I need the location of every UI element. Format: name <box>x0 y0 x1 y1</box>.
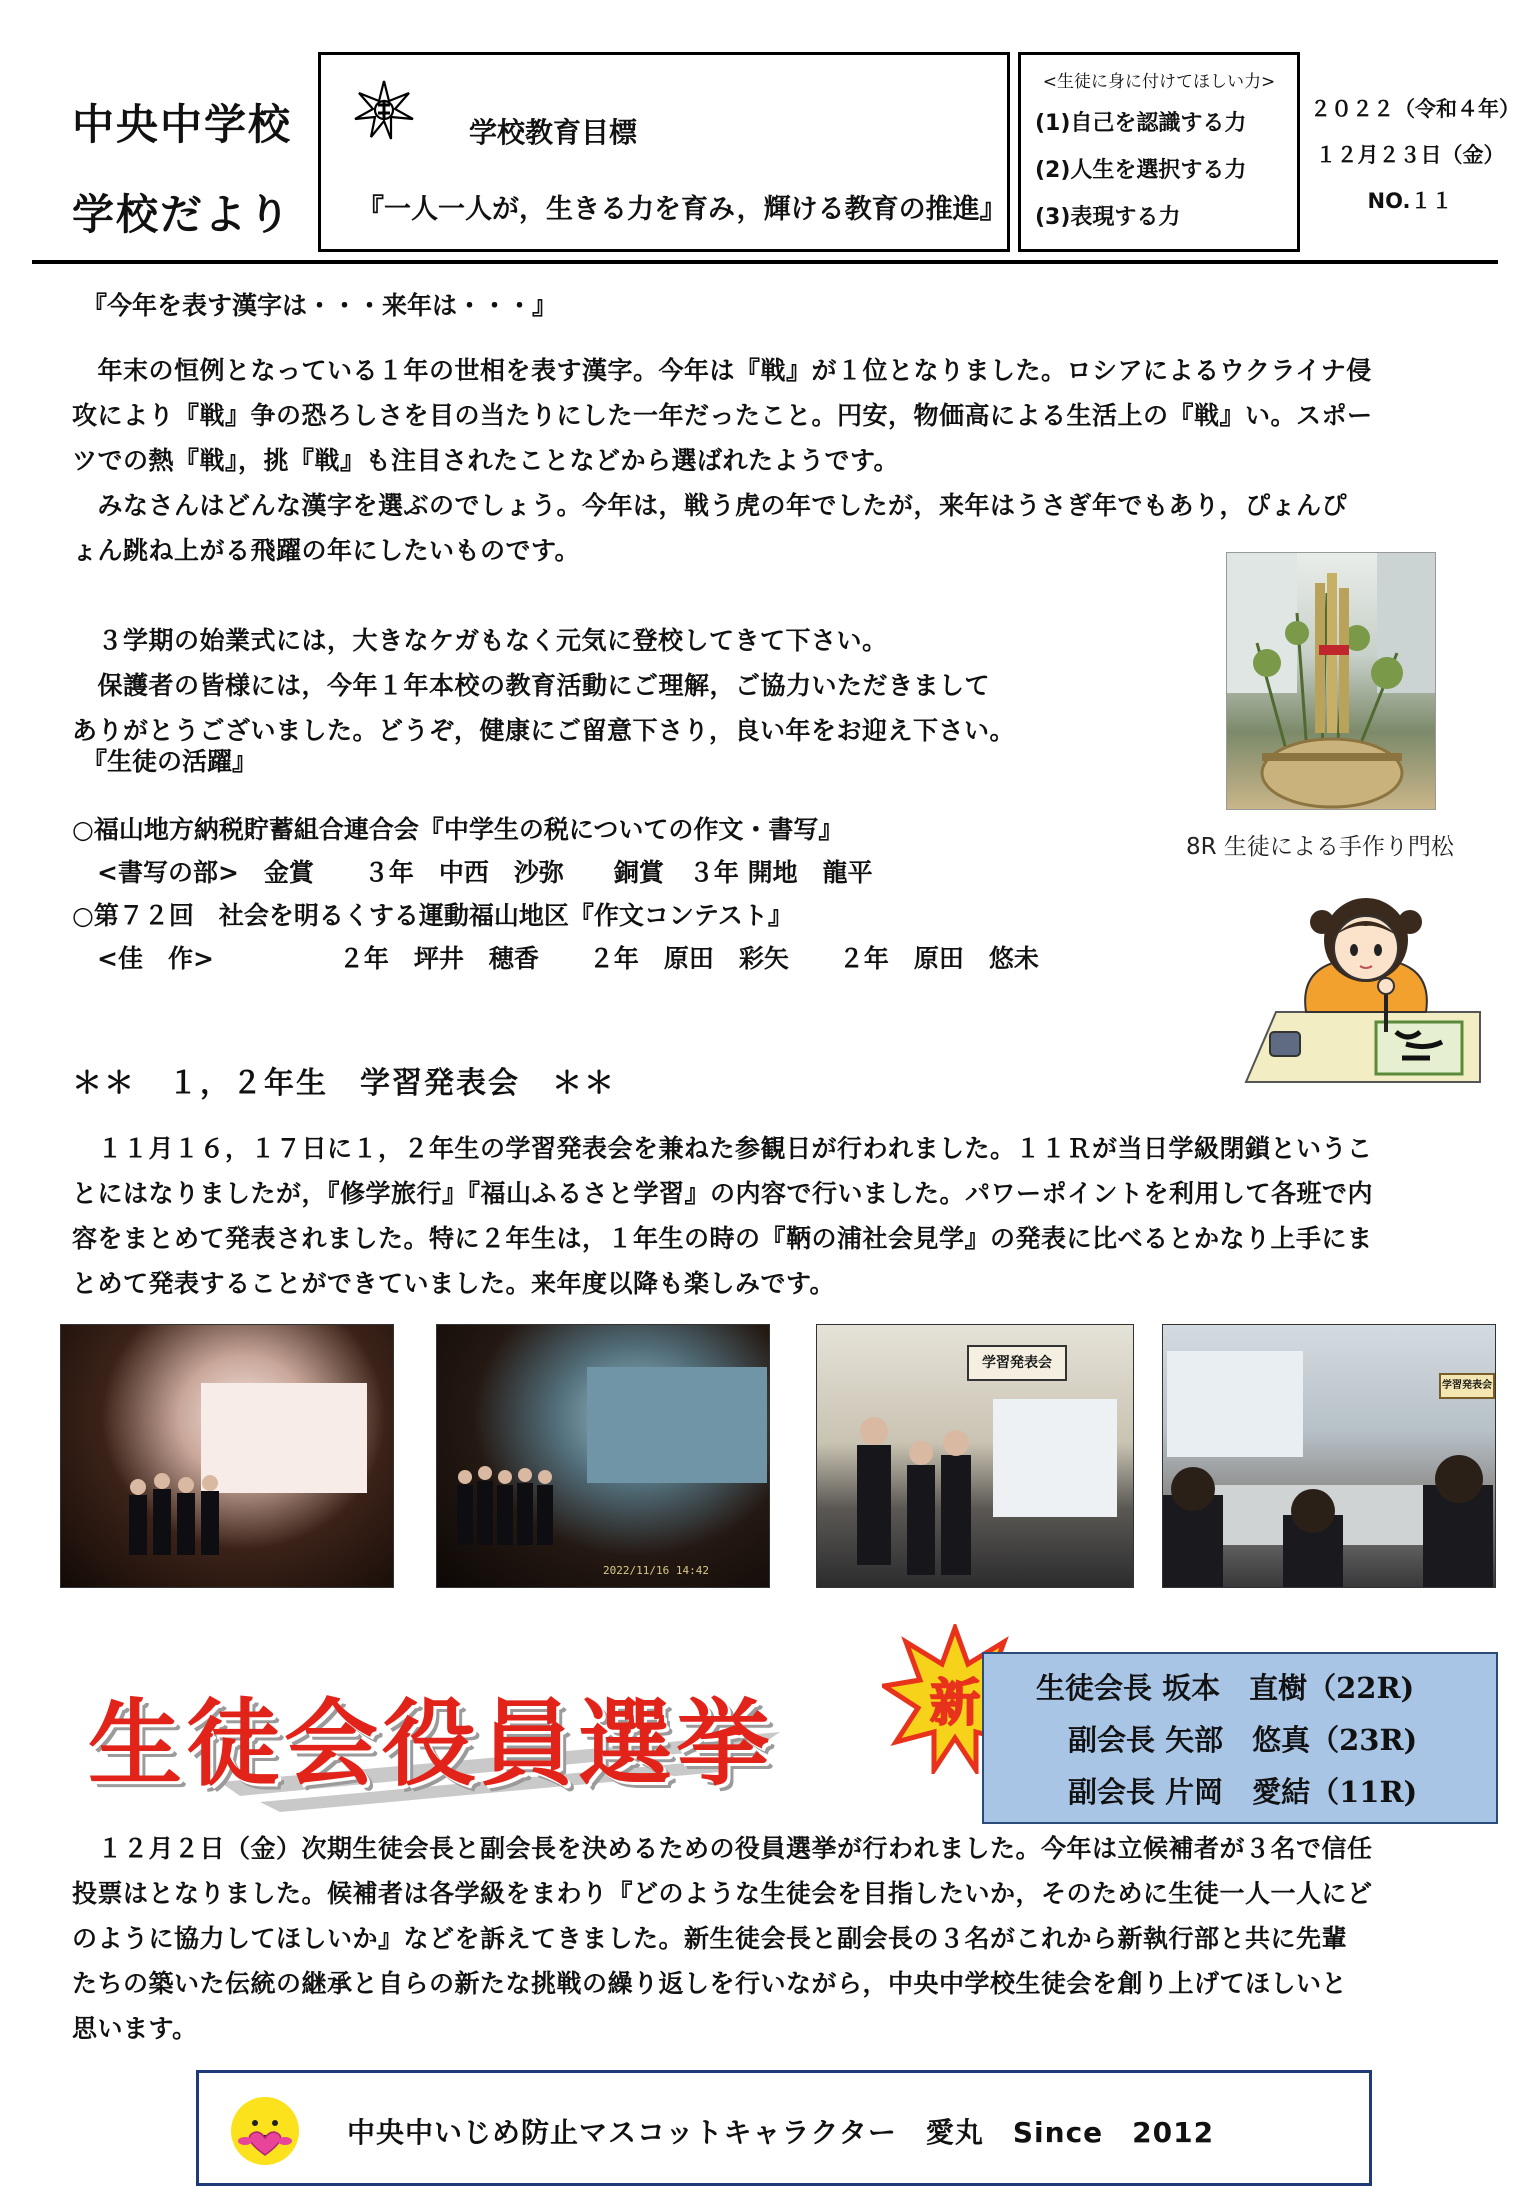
skills-heading: <生徒に身に付けてほしい力> <box>1042 72 1276 92</box>
election-title: 生徒会役員選挙 <box>88 1689 775 1799</box>
text-line: １１月１６，１７日に１，２年生の学習発表会を兼ねた参観日が行われました。１１Ｒが当日学級閉鎖というこ <box>72 1134 1373 1163</box>
award-line: <書写の部> 金賞 ３年 中西 沙弥 銅賞 ３年 開地 龍平 <box>72 858 873 887</box>
goal-text: 『一人一人が，生きる力を育み，輝ける教育の推進』 <box>357 194 1007 225</box>
text-line: 年末の恒例となっている１年の世相を表す漢字。今年は『戦』が１位となりました。ロシアによるウクライナ侵 <box>72 356 1372 385</box>
officer-president: 生徒会長 坂本 直樹（22R) <box>1036 1671 1415 1705</box>
text-line: たちの築いた伝統の継承と自らの新たな挑戦の繰り返しを行いながら，中央中学校生徒会を創り上げてほしいと <box>72 1969 1348 1998</box>
awards-list <box>72 808 1039 980</box>
kanji-section-heading: 『今年を表す漢字は・・・来年は・・・』 <box>82 291 558 320</box>
kadomatsu-photo <box>1226 552 1436 810</box>
presentation-sign: 学習発表会 <box>1439 1373 1495 1399</box>
text-line: ツでの熱『戦』，挑『戦』も注目されたことなどから選ばれたようです。 <box>72 446 900 475</box>
text-line: 投票はとなりました。候補者は各学級をまわり『どのような生徒会を目指したいか，そのために生徒一人一人にど <box>72 1879 1373 1908</box>
issue-date: １２月２３日（金） <box>1315 143 1505 167</box>
election-paragraph <box>72 1826 1472 2051</box>
issue-info <box>1310 86 1520 224</box>
calligraphy-girl-illustration <box>1236 882 1490 1090</box>
mascot-footer <box>196 2070 1372 2186</box>
text-line: とめて発表することができていました。来年度以降も楽しみです。 <box>72 1269 836 1298</box>
officers-box <box>982 1652 1498 1824</box>
text-line: 攻により『戦』争の恐ろしさを目の当たりにした一年だったこと。円安，物価高による生活上の『戦』い。スポー <box>72 401 1373 430</box>
kanji-paragraph <box>72 348 1432 573</box>
header-divider <box>32 260 1498 264</box>
text-line: 保護者の皆様には，今年１年本校の教育活動にご理解，ご協力いただきまして <box>72 671 991 700</box>
award-line: ○福山地方納税貯蓄組合連合会『中学生の税についての作文・書写』 <box>72 815 844 844</box>
goal-title: 学校教育目標 <box>469 116 638 149</box>
presentation-photo-3 <box>816 1324 1134 1588</box>
award-line: ○第７２回 社会を明るくする運動福山地区『作文コンテスト』 <box>72 901 793 930</box>
skills-box <box>1018 52 1300 252</box>
skills-item: (3)表現する力 <box>1035 205 1181 230</box>
officer-vice-president: 副会長 片岡 愛結（11R) <box>1068 1775 1418 1809</box>
presentation-photo-1 <box>60 1324 394 1588</box>
text-line: ょん跳ね上がる飛躍の年にしたいものです。 <box>72 536 581 565</box>
photo-timestamp: 2022/11/16 14:42 <box>603 1564 709 1577</box>
activities-heading: 『生徒の活躍』 <box>82 747 258 776</box>
students-silhouettes <box>447 1455 587 1555</box>
presentation-photo-2 <box>436 1324 770 1588</box>
text-line: のように協力してほしいか』などを訴えてきました。新生徒会長と副会長の３名がこれから新執行部と共に先輩 <box>72 1924 1348 1953</box>
skills-item: (1)自己を認識する力 <box>1035 111 1247 136</box>
newsletter-name: 学校だより <box>72 190 293 239</box>
study-presentation-heading: ＊＊ １，２年生 学習発表会 ＊＊ <box>72 1066 616 1101</box>
skills-item: (2)人生を選択する力 <box>1035 158 1247 183</box>
new-badge-text: 新 <box>930 1674 980 1732</box>
award-line: <佳 作> ２年 坪井 穂香 ２年 原田 彩矢 ２年 原田 悠未 <box>72 944 1039 973</box>
school-name: 中央中学校 <box>72 100 293 149</box>
projected-slide <box>1167 1351 1303 1457</box>
presentation-photo-4 <box>1162 1324 1496 1588</box>
issue-year: ２０２２（令和４年） <box>1310 97 1520 121</box>
text-line: とにはなりましたが，『修学旅行』『福山ふるさと学習』の内容で行いました。パワーポイントを利用して各班で内 <box>72 1179 1374 1208</box>
text-line: ありがとうございました。どうぞ，健康にご留意下さり，良い年をお迎え下さい。 <box>72 716 1016 745</box>
classroom-students <box>1163 1445 1496 1588</box>
mascot-aimaru-icon <box>227 2093 303 2169</box>
kadomatsu-image <box>1227 553 1436 810</box>
kanji-paragraph-2 <box>72 618 1072 753</box>
text-line: みなさんはどんな漢字を選ぶのでしょう。今年は，戦う虎の年でしたが，来年はうさぎ年でもあり，ぴょんぴ <box>72 491 1348 520</box>
text-line: ３学期の始業式には，大きなケガもなく元気に登校してきて下さい。 <box>72 626 888 655</box>
school-goal-box <box>318 52 1010 252</box>
text-line: 容をまとめて発表されました。特に２年生は，１年生の時の『鞆の浦社会見学』の発表に比べるとかなり上手にま <box>72 1224 1373 1253</box>
students-silhouettes <box>837 1385 987 1585</box>
school-emblem-icon <box>351 77 417 143</box>
officer-vice-president: 副会長 矢部 悠真（23R) <box>1068 1723 1418 1757</box>
projected-slide <box>993 1399 1117 1517</box>
mascot-footer-text: 中央中いじめ防止マスコットキャラクター 愛丸 Since 2012 <box>347 2116 1215 2149</box>
projected-slide <box>587 1367 767 1483</box>
study-paragraph <box>72 1126 1472 1306</box>
text-line: 思います。 <box>72 2014 198 2043</box>
kadomatsu-caption: 8R 生徒による手作り門松 <box>1186 834 1454 860</box>
students-silhouettes <box>121 1465 241 1575</box>
text-line: １２月２日（金）次期生徒会長と副会長を決めるための役員選挙が行われました。今年は立候補者が３名で信任 <box>72 1834 1373 1863</box>
issue-number: NO.１１ <box>1367 189 1453 213</box>
presentation-sign: 学習発表会 <box>967 1345 1067 1381</box>
